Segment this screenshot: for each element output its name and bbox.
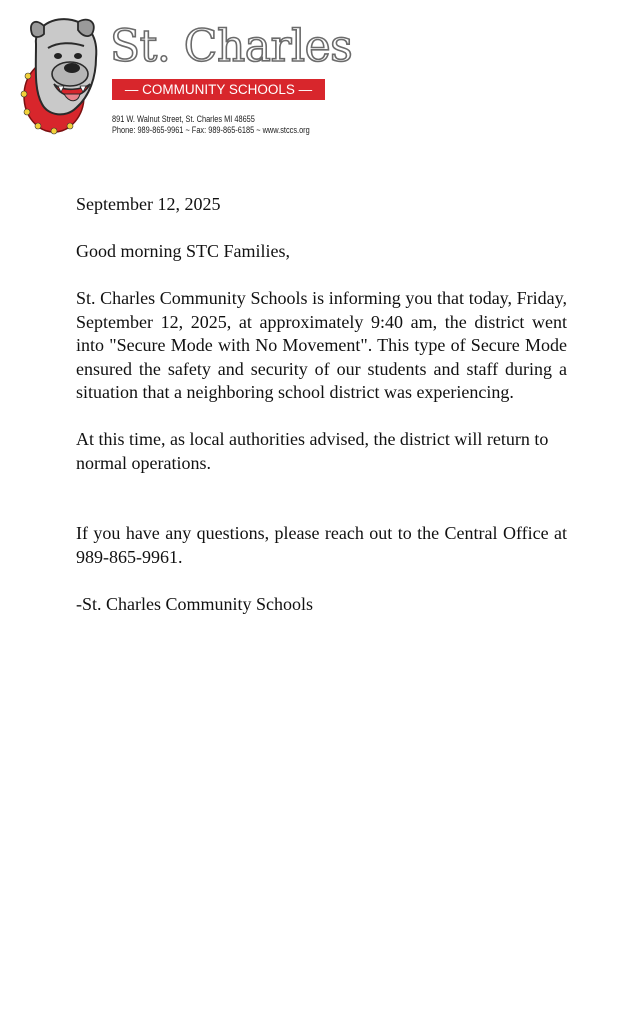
phone-fax-web-line: Phone: 989-865-9961 ~ Fax: 989-865-6185 ~ www.stccs.org xyxy=(112,125,310,135)
bulldog-icon xyxy=(14,14,110,140)
letter-greeting: Good morning STC Families, xyxy=(76,241,291,261)
letterhead xyxy=(14,14,394,144)
letter-signature: -St. Charles Community Schools xyxy=(76,593,314,614)
address-line: 891 W. Walnut Street, St. Charles MI 48655 xyxy=(112,114,255,124)
paragraph-normal-operations: At this time, as local authorities advised, the district will return to normal operations. xyxy=(76,429,549,473)
letter-date: September 12, 2025 xyxy=(76,194,221,214)
paragraph-questions: If you have any questions, please reach out to the Central Office at 989-865-9961. xyxy=(76,523,567,567)
letter-body xyxy=(76,193,567,616)
contact-info xyxy=(112,114,310,136)
school-name: St. Charles xyxy=(110,21,353,72)
community-schools-banner: — COMMUNITY SCHOOLS — xyxy=(112,79,325,100)
paragraph-secure-mode: St. Charles Community Schools is informing you that today, Friday, September 12, 2025, at approximately 9:40 am, the district went into "Secure Mode with No Movement". This type of Secure Mode ensured the safety and security of our students and staff during a situation that a neighboring school district was experiencing. xyxy=(76,288,567,402)
